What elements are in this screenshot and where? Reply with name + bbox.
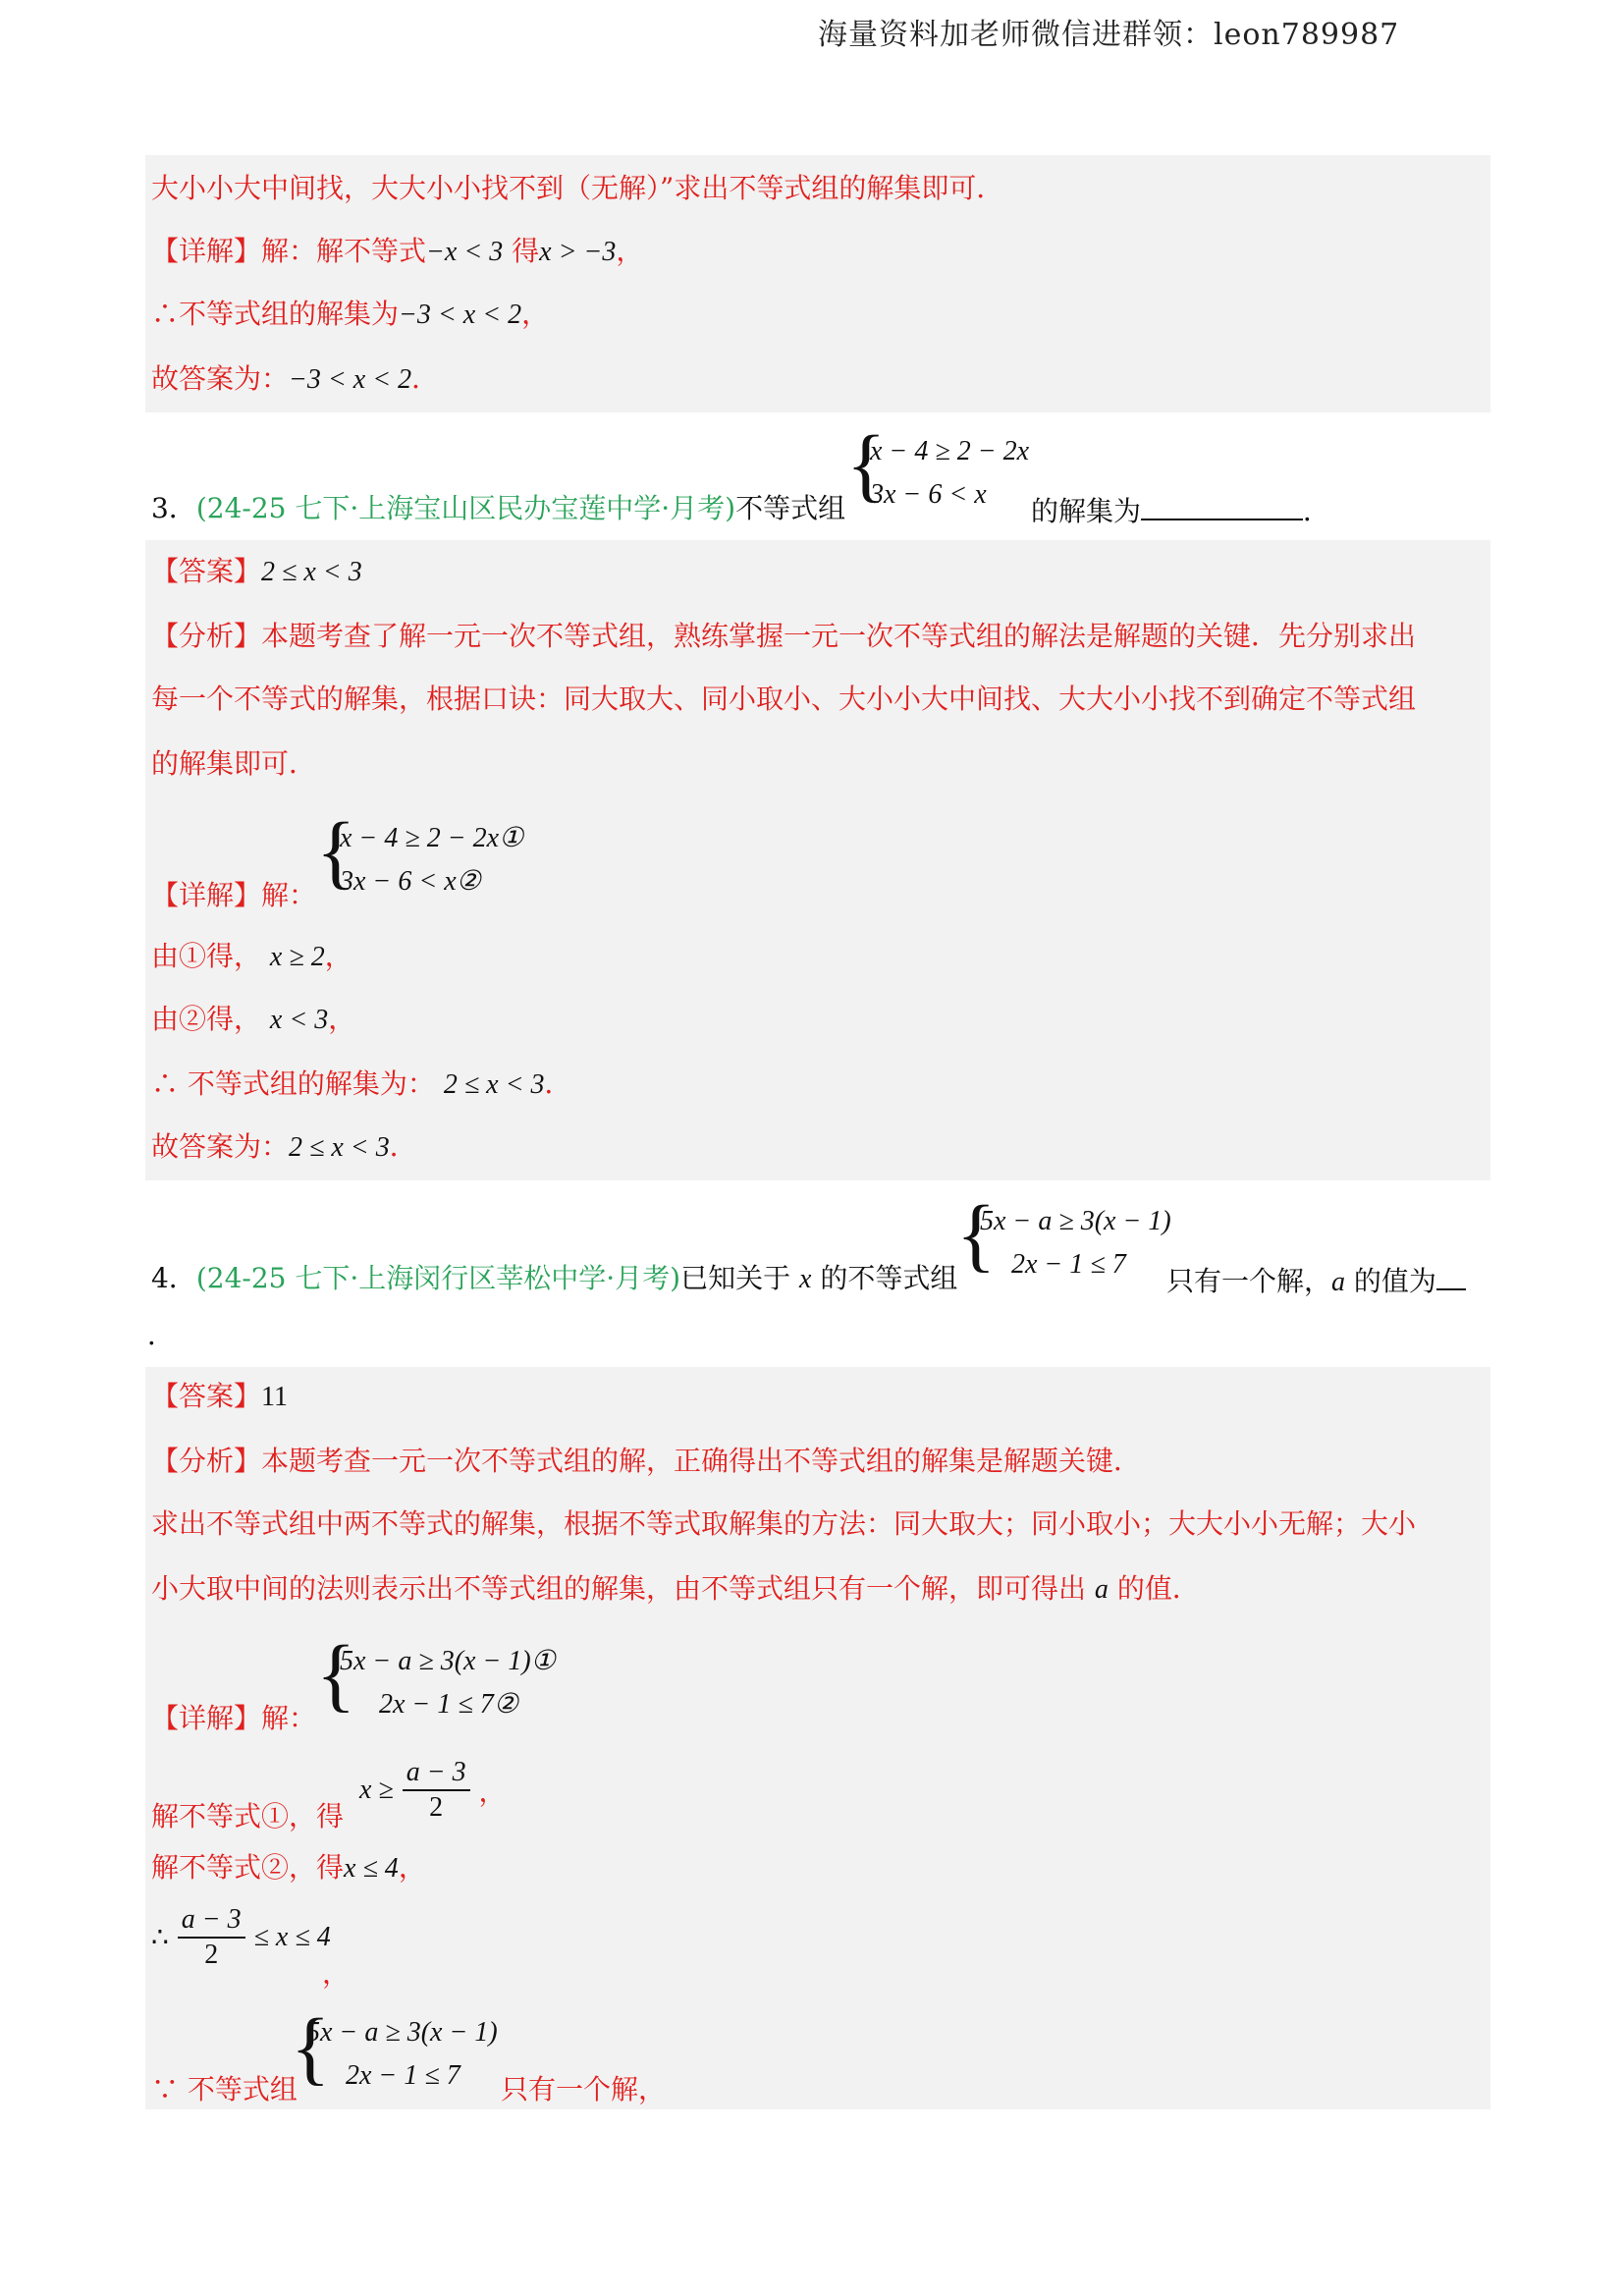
q3-tail: 的解集为 ． — [1031, 489, 1330, 531]
box1-line4: 故答案为：−3 < x < 2． — [151, 362, 440, 395]
box3-system-eq2: 2x − 1 ≤ 7② — [379, 1689, 518, 1720]
q4-source: (24-25 七下·上海闵行区莘松中学·月考) — [195, 1262, 681, 1294]
box2-step2: 由②得， x < 3， — [151, 1003, 356, 1035]
box2-step3: ∴ 不等式组的解集为： 2 ≤ x < 3． — [151, 1067, 572, 1100]
box3-step1-math: x ≥ $\frac{a - 3}{2}$ ， — [359, 1757, 507, 1823]
box2-step4: 故答案为：2 ≤ x < 3． — [151, 1130, 417, 1163]
q3-number: 3． — [151, 492, 196, 524]
box3-step4: ∵ 不等式组 — [151, 2073, 298, 2105]
box2-step1: 由①得， x ≥ 2， — [151, 940, 352, 972]
q4-number: 4． — [151, 1262, 196, 1294]
fraction: $\frac{a - 3}{2}$ — [178, 1903, 245, 1972]
q4-end: ． — [147, 1319, 176, 1351]
box2-analysis-2: 每一个不等式的解集，根据口诀：同大取大、同小取小、大小小大中间找、大大小小找不到确定不等式组 — [151, 683, 1417, 715]
q4-line: 4．(24-25 七下·上海闵行区莘松中学·月考)已知关于 x 的不等式组 — [151, 1262, 958, 1294]
answer-tag: 【答案】 — [151, 555, 262, 587]
box3-step2: 解不等式②，得x ≤ 4， — [151, 1851, 426, 1884]
box2-brace: { — [316, 806, 356, 898]
box2-system-eq1: x − 4 ≥ 2 − 2x① — [340, 823, 524, 853]
box3-step4-eq2: 2x − 1 ≤ 7 — [346, 2060, 460, 2091]
box3-answer: 【答案】11 — [151, 1380, 288, 1412]
analysis-tag: 【分析】 — [151, 620, 262, 652]
q3-line: 3．(24-25 七下·上海宝山区民办宝莲中学·月考)不等式组 — [151, 492, 846, 524]
q4-answer-blank — [1436, 1259, 1466, 1290]
box1-line3: ∴不等式组的解集为−3 < x < 2， — [151, 298, 550, 330]
box1-line1: 大小小大中间找，大大小小找不到（无解）”求出不等式组的解集即可． — [151, 172, 1004, 204]
q4-system-eq2: 2x − 1 ≤ 7 — [1011, 1249, 1126, 1280]
box2-analysis-3: 的解集即可． — [151, 747, 317, 780]
answer-tag: 【答案】 — [151, 1380, 262, 1412]
box3-step3: ∴ $\frac{a - 3}{2}$ ≤ x ≤ 4 — [151, 1904, 331, 1970]
box3-detail: 【详解】解： — [151, 1702, 317, 1734]
detail-tag: 【详解】 — [151, 879, 262, 911]
fraction: $\frac{a - 3}{2}$ — [403, 1756, 470, 1825]
box1-line2: 【详解】解：解不等式−x < 3 得x > −3， — [151, 235, 644, 267]
page-header: 海量资料加老师微信进群领：leon789987 — [818, 18, 1400, 52]
box3-step4-tail: 只有一个解， — [501, 2073, 667, 2105]
analysis-tag: 【分析】 — [151, 1445, 262, 1477]
box3-system-eq1: 5x − a ≥ 3(x − 1)① — [340, 1646, 556, 1676]
box3-analysis-3: 小大取中间的法则表示出不等式组的解集，由不等式组只有一个解，即可得出 a 的值． — [151, 1572, 1200, 1605]
q3-answer-blank — [1141, 489, 1303, 520]
box3-step4-eq1: 5x − a ≥ 3(x − 1) — [306, 2017, 498, 2048]
q3-source: (24-25 七下·上海宝山区民办宝莲中学·月考) — [195, 492, 736, 524]
box3-analysis-1: 【分析】本题考查一元一次不等式组的解，正确得出不等式组的解集是解题关键． — [151, 1445, 1142, 1477]
box3-step1: 解不等式①，得 — [151, 1800, 345, 1832]
detail-tag: 【详解】 — [151, 1702, 262, 1734]
box3-brace: { — [316, 1629, 356, 1721]
q4-brace: { — [956, 1189, 997, 1281]
box3-analysis-2: 求出不等式组中两不等式的解集，根据不等式取解集的方法：同大取大；同小取小；大大小小无解；大小 — [151, 1507, 1417, 1540]
q3-system-eq1: x − 4 ≥ 2 − 2x — [870, 436, 1030, 466]
q4-system-eq1: 5x − a ≥ 3(x − 1) — [980, 1206, 1171, 1236]
box2-analysis-1: 【分析】本题考查了解一元一次不等式组，熟练掌握一元一次不等式组的解法是解题的关键．先分别求出 — [151, 620, 1417, 652]
box2-answer: 【答案】2 ≤ x < 3 — [151, 555, 362, 587]
box2-system-eq2: 3x − 6 < x② — [340, 866, 481, 897]
q4-tail: 只有一个解，a 的值为 — [1166, 1259, 1466, 1302]
q3-system-eq2: 3x − 6 < x — [870, 479, 987, 510]
q3-brace: { — [846, 419, 887, 511]
box3-step3-comma: ， — [322, 1957, 351, 1990]
box2-detail: 【详解】解： — [151, 879, 317, 911]
box3-step4-brace: { — [291, 2002, 331, 2094]
detail-tag: 【详解】 — [151, 235, 262, 267]
